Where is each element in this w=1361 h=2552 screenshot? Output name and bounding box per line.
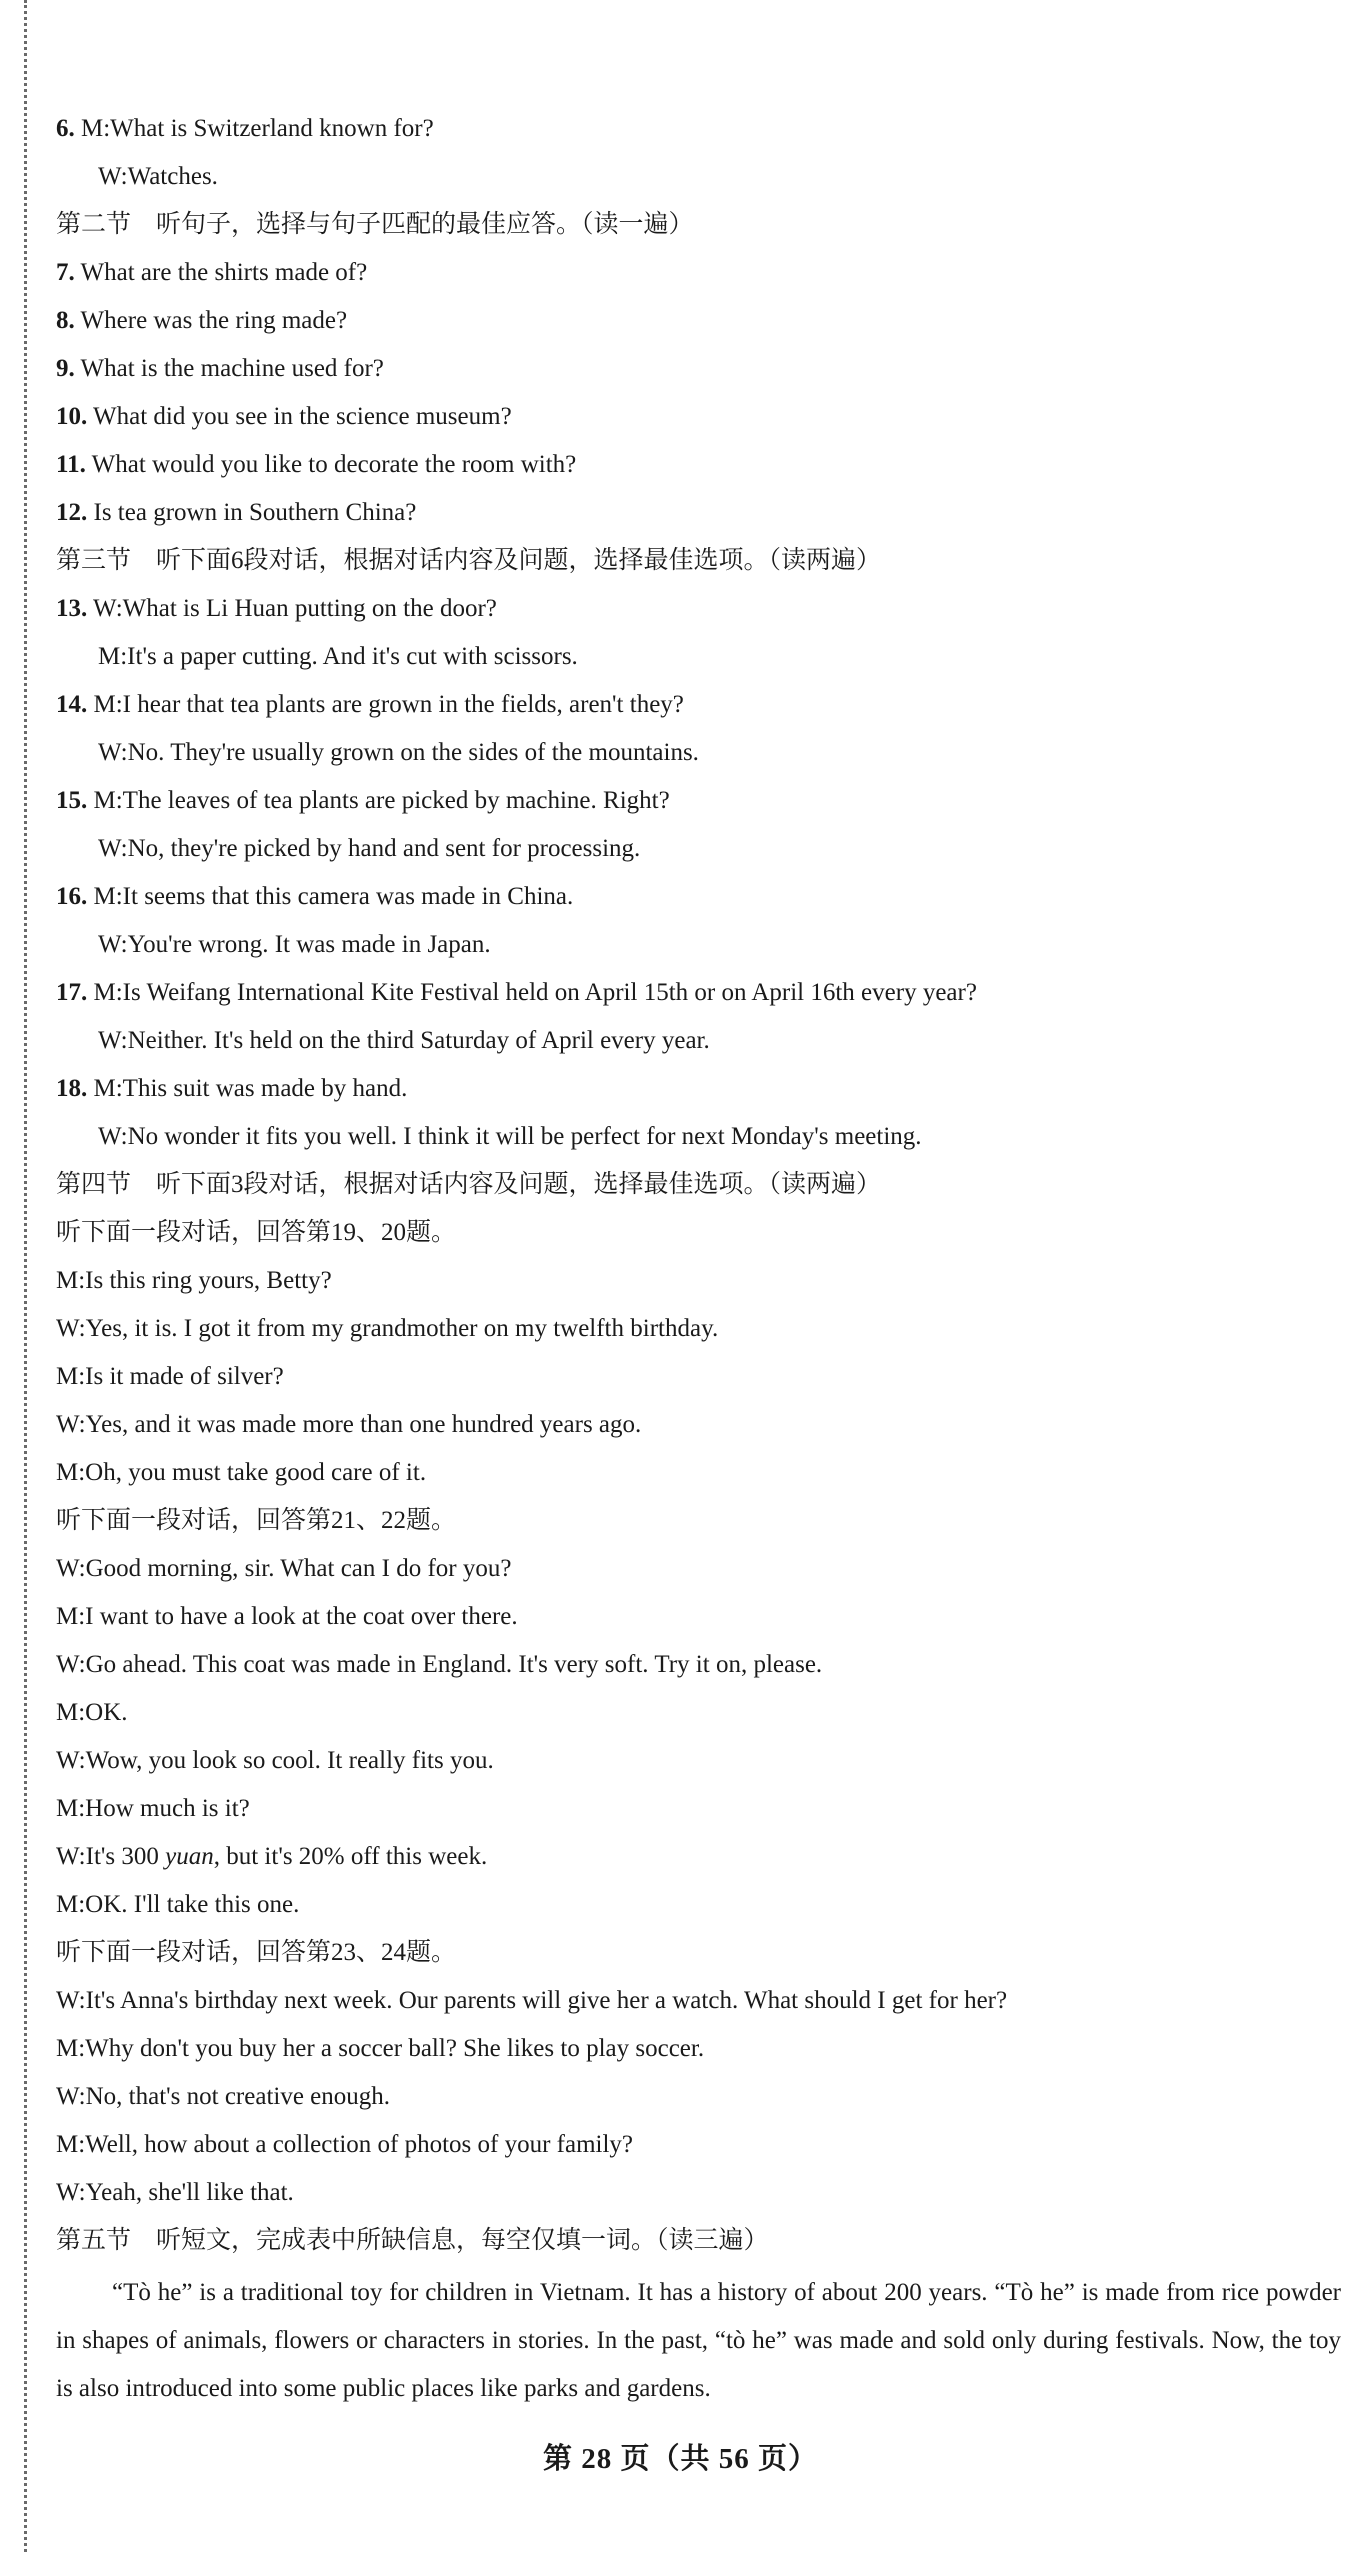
text-line [56, 1977, 1341, 2025]
line-text: 第五节 听短文，完成表中所缺信息，每空仅填一词。（读三遍） [56, 2227, 769, 2254]
text-line [56, 1017, 1341, 1065]
question-number: 7. [56, 259, 75, 286]
line-text: M:OK. I'll take this one. [56, 1891, 300, 1918]
question-line [56, 249, 1341, 297]
line-text: W:No. They're usually grown on the sides of the mountains. [98, 739, 699, 766]
line-text: M:It seems that this camera was made in China. [87, 883, 574, 910]
question-line [56, 345, 1341, 393]
line-text: M:I want to have a look at the coat over there. [56, 1603, 518, 1630]
line-text: W:Wow, you look so cool. It really fits you. [56, 1747, 494, 1774]
line-text: W:No, they're picked by hand and sent for processing. [98, 835, 641, 862]
line-text: W:What is Li Huan putting on the door? [87, 595, 497, 622]
line-text: W:Yeah, she'll like that. [56, 2179, 294, 2206]
line-text: M:Is it made of silver? [56, 1363, 284, 1390]
line-text: 听下面一段对话，回答第19、20题。 [56, 1219, 457, 1246]
line-text: W:Neither. It's held on the third Saturday of April every year. [98, 1027, 710, 1054]
line-text: 第三节 听下面6段对话，根据对话内容及问题，选择最佳选项。（读两遍） [56, 547, 882, 574]
binding-dotted-line [24, 0, 27, 2552]
question-line [56, 873, 1341, 921]
question-number: 18. [56, 1075, 88, 1102]
text-line [56, 1737, 1341, 1785]
text-line [56, 921, 1341, 969]
line-text: W:No wonder it fits you well. I think it will be perfect for next Monday's meeting. [98, 1123, 922, 1150]
question-line [56, 681, 1341, 729]
question-line [56, 105, 1341, 153]
line-text: Is tea grown in Southern China? [87, 499, 417, 526]
line-text: M:OK. [56, 1699, 128, 1726]
text-line [56, 1305, 1341, 1353]
question-line [56, 393, 1341, 441]
line-text: M:This suit was made by hand. [87, 1075, 408, 1102]
text-line [56, 1833, 1341, 1881]
text-line [56, 1401, 1341, 1449]
text-line [56, 1641, 1341, 1689]
line-text: M:Well, how about a collection of photos of your family? [56, 2131, 634, 2158]
question-line [56, 489, 1341, 537]
question-number: 8. [56, 307, 75, 334]
text-line [56, 1353, 1341, 1401]
text-line [56, 1929, 1341, 1977]
line-text: W:No, that's not creative enough. [56, 2083, 391, 2110]
line-text: W:You're wrong. It was made in Japan. [98, 931, 491, 958]
question-number: 10. [56, 403, 88, 430]
line-text: W:Go ahead. This coat was made in England. It's very soft. Try it on, please. [56, 1651, 823, 1678]
line-text: 听下面一段对话，回答第21、22题。 [56, 1507, 457, 1534]
passage-paragraph: “Tò he” is a traditional toy for children in Vietnam. It has a history of about 200 years. “Tò he” is made from rice powder in shapes of animals, flowers or characters in stories. In the past, “tò he” was made and sold only during festivals. Now, the toy is also introduced into some public places like parks and gardens. [56, 2279, 1341, 2402]
line-text: M:It's a paper cutting. And it's cut with scissors. [98, 643, 578, 670]
text-line [56, 729, 1341, 777]
line-text: What are the shirts made of? [74, 259, 368, 286]
line-text: W:It's Anna's birthday next week. Our parents will give her a watch. What should I get for her? [56, 1987, 1008, 2014]
question-line [56, 777, 1341, 825]
text-line [56, 1881, 1341, 1929]
text-line [56, 537, 1341, 585]
line-text: W:Watches. [98, 163, 218, 190]
text-line [56, 1113, 1341, 1161]
line-text: M:Why don't you buy her a soccer ball? She likes to play soccer. [56, 2035, 705, 2062]
question-line [56, 297, 1341, 345]
text-line [56, 2217, 1341, 2265]
question-number: 15. [56, 787, 88, 814]
text-line [56, 633, 1341, 681]
line-text: 第二节 听句子，选择与句子匹配的最佳应答。（读一遍） [56, 211, 694, 238]
question-number: 14. [56, 691, 88, 718]
text-line [56, 1785, 1341, 1833]
line-text: W:It's 300 yuan, but it's 20% off this week. [56, 1843, 488, 1870]
listening-script-lines [56, 105, 1341, 2265]
line-text: W:Yes, it is. I got it from my grandmother on my twelfth birthday. [56, 1315, 719, 1342]
line-text: M:The leaves of tea plants are picked by machine. Right? [87, 787, 670, 814]
question-line [56, 1065, 1341, 1113]
text-line [56, 1689, 1341, 1737]
text-line [56, 2073, 1341, 2121]
line-text: What is the machine used for? [74, 355, 384, 382]
text-line [56, 1257, 1341, 1305]
line-text: 第四节 听下面3段对话，根据对话内容及问题，选择最佳选项。（读两遍） [56, 1171, 882, 1198]
page-number-footer: 第 28 页（共 56 页） [542, 2443, 818, 2475]
line-text: What would you like to decorate the room with? [85, 451, 577, 478]
line-text: What did you see in the science museum? [87, 403, 512, 430]
text-line [56, 2121, 1341, 2169]
line-text: M:Is this ring yours, Betty? [56, 1267, 332, 1294]
text-line [56, 1593, 1341, 1641]
question-line [56, 441, 1341, 489]
text-line [56, 1209, 1341, 1257]
line-text: W:Yes, and it was made more than one hundred years ago. [56, 1411, 642, 1438]
text-line [56, 153, 1341, 201]
text-line [56, 2169, 1341, 2217]
line-text: 听下面一段对话，回答第23、24题。 [56, 1939, 457, 1966]
line-text: M:What is Switzerland known for? [74, 115, 434, 142]
document-body [56, 105, 1341, 2413]
text-line [56, 2025, 1341, 2073]
question-number: 6. [56, 115, 75, 142]
line-text: Where was the ring made? [74, 307, 348, 334]
text-line [56, 201, 1341, 249]
line-text: M:Oh, you must take good care of it. [56, 1459, 427, 1486]
text-line [56, 1497, 1341, 1545]
question-number: 13. [56, 595, 88, 622]
text-line [56, 1161, 1341, 1209]
text-line [56, 1449, 1341, 1497]
question-line [56, 969, 1341, 1017]
question-number: 16. [56, 883, 88, 910]
line-text: W:Good morning, sir. What can I do for you? [56, 1555, 512, 1582]
question-number: 17. [56, 979, 88, 1006]
question-number: 9. [56, 355, 75, 382]
question-line [56, 585, 1341, 633]
line-text: M:How much is it? [56, 1795, 250, 1822]
question-number: 12. [56, 499, 88, 526]
text-line [56, 825, 1341, 873]
text-line [56, 1545, 1341, 1593]
line-text: M:I hear that tea plants are grown in the fields, aren't they? [87, 691, 684, 718]
question-number: 11. [56, 451, 86, 478]
line-text: M:Is Weifang International Kite Festival held on April 15th or on April 16th every year? [87, 979, 977, 1006]
